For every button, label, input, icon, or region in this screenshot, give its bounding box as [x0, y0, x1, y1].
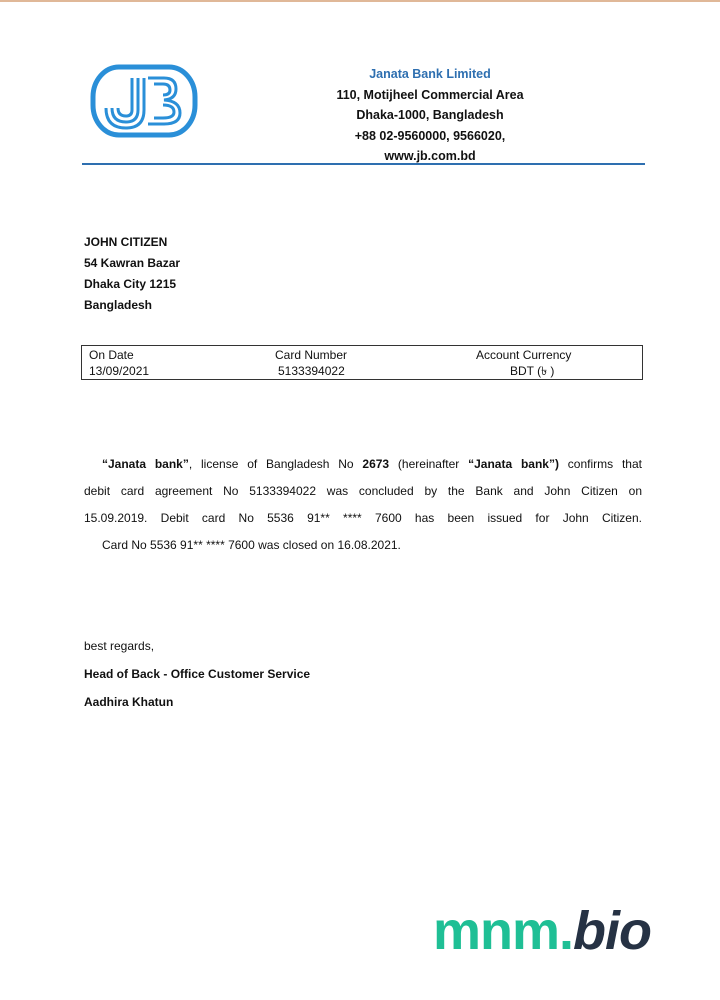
- regards: best regards,: [84, 639, 155, 653]
- recipient-street: 54 Kawran Bazar: [84, 256, 181, 270]
- bank-address-line1: 110, Motijheel Commercial Area: [336, 87, 524, 102]
- value-account-currency: BDT (৳ ): [510, 364, 555, 378]
- value-card-number: 5133394022: [278, 364, 345, 378]
- paragraph-line-1: [84, 451, 642, 478]
- paragraph-line-2: debit card agreement No 5133394022 was concluded by the Bank and John Citizen on: [84, 484, 642, 498]
- bank-letterhead: [300, 64, 560, 167]
- header-on-date: On Date: [89, 348, 134, 362]
- header-divider: [82, 163, 645, 165]
- recipient-address: [84, 232, 180, 316]
- closing-block: [84, 632, 310, 716]
- bank-address-line2: Dhaka-1000, Bangladesh: [356, 108, 504, 122]
- recipient-name: JOHN CITIZEN: [84, 235, 168, 249]
- signer-name: Aadhira Khatun: [84, 695, 174, 709]
- text: confirms that: [558, 457, 642, 471]
- paragraph-line-3: 15.09.2019. Debit card No 5536 91** **** 7600 has been issued for John Citizen.: [84, 511, 642, 525]
- bank-website: www.jb.com.bd: [384, 149, 476, 163]
- license-number: 2673: [362, 457, 390, 471]
- watermark-part1: mnm.: [433, 901, 574, 961]
- top-border: [0, 0, 720, 2]
- bank-phone: +88 02-9560000, 9566020,: [354, 128, 506, 143]
- value-on-date: 13/09/2021: [89, 364, 150, 378]
- confirmation-paragraph: [84, 451, 642, 559]
- bank-name-quote: “Janata bank”): [468, 457, 559, 471]
- paragraph-line-4: Card No 5536 91** **** 7600 was closed on 16.08.2021.: [102, 538, 401, 552]
- card-info-table: [81, 345, 643, 380]
- recipient-country: Bangladesh: [84, 298, 153, 312]
- recipient-city: Dhaka City 1215: [84, 277, 177, 291]
- janata-bank-logo: [90, 64, 198, 138]
- header-card-number: Card Number: [275, 348, 348, 362]
- header-account-currency: Account Currency: [476, 348, 572, 362]
- watermark-part2: bio: [573, 901, 652, 961]
- text: (hereinafter: [389, 457, 469, 471]
- bank-name-quote: “Janata bank”: [102, 457, 189, 471]
- watermark-logo: [433, 896, 651, 966]
- text: , license of Bangladesh No: [188, 457, 363, 471]
- signer-title: Head of Back - Office Customer Service: [84, 667, 311, 681]
- bank-name: Janata Bank Limited: [369, 67, 491, 81]
